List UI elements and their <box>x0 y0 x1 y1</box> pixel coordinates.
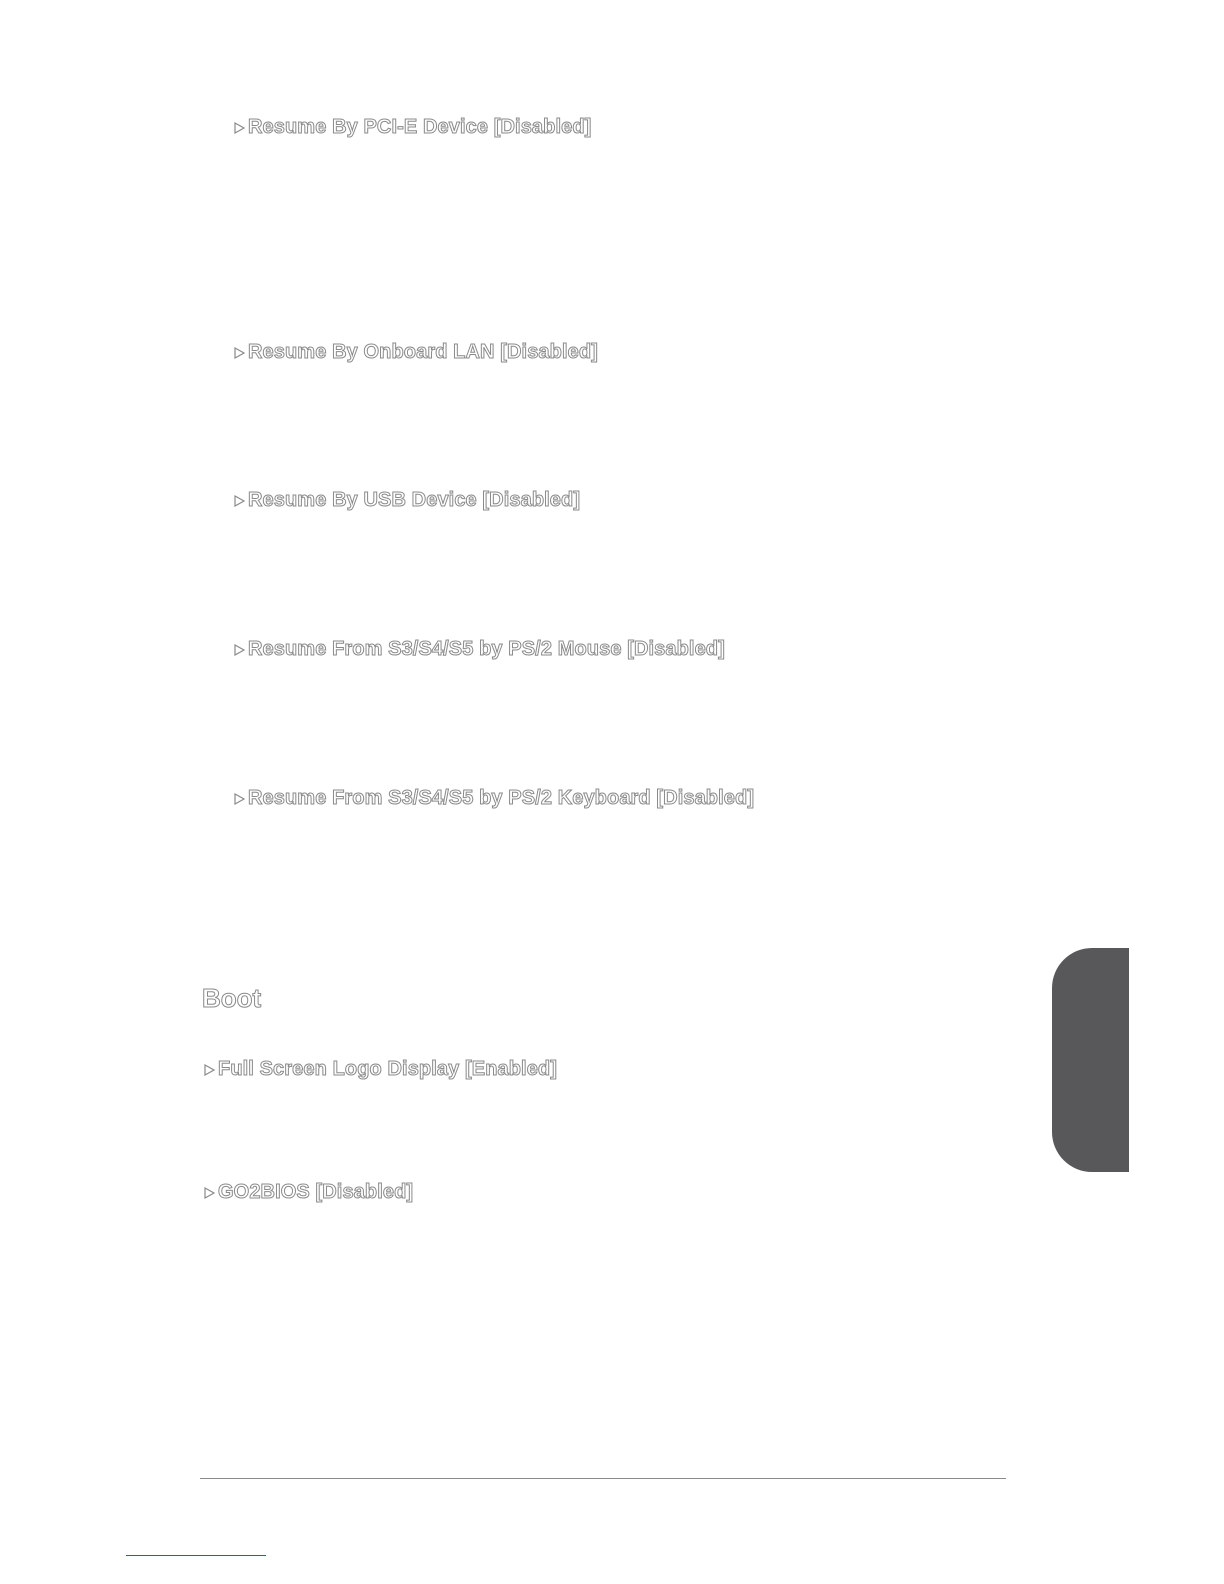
triangle-bullet-icon <box>234 122 245 134</box>
setting-full-screen-logo <box>204 1058 557 1081</box>
setting-go2bios <box>204 1181 413 1204</box>
triangle-bullet-icon <box>204 1187 215 1199</box>
setting-label: Full Screen Logo Display [Enabled] <box>218 1058 558 1080</box>
setting-label: Resume By USB Device [Disabled] <box>248 489 581 511</box>
setting-label: Resume By Onboard LAN [Disabled] <box>248 341 598 363</box>
chapter-side-tab <box>1052 948 1129 1172</box>
footer-divider <box>200 1478 1006 1479</box>
setting-resume-ps2-keyboard <box>234 787 754 810</box>
setting-label: Resume From S3/S4/S5 by PS/2 Mouse [Disabled] <box>248 638 725 660</box>
triangle-bullet-icon <box>234 644 245 656</box>
triangle-bullet-icon <box>204 1064 215 1076</box>
setting-resume-pcie <box>234 116 591 139</box>
triangle-bullet-icon <box>234 793 245 805</box>
triangle-bullet-icon <box>234 347 245 359</box>
setting-resume-onboard-lan <box>234 341 598 364</box>
setting-resume-ps2-mouse <box>234 638 725 661</box>
setting-label: GO2BIOS [Disabled] <box>218 1181 414 1203</box>
section-heading-boot: Boot <box>202 983 262 1013</box>
setting-resume-usb <box>234 489 580 512</box>
link-underline <box>126 1555 266 1556</box>
triangle-bullet-icon <box>234 495 245 507</box>
setting-label: Resume From S3/S4/S5 by PS/2 Keyboard [Disabled] <box>248 787 755 809</box>
setting-label: Resume By PCI-E Device [Disabled] <box>248 116 592 138</box>
